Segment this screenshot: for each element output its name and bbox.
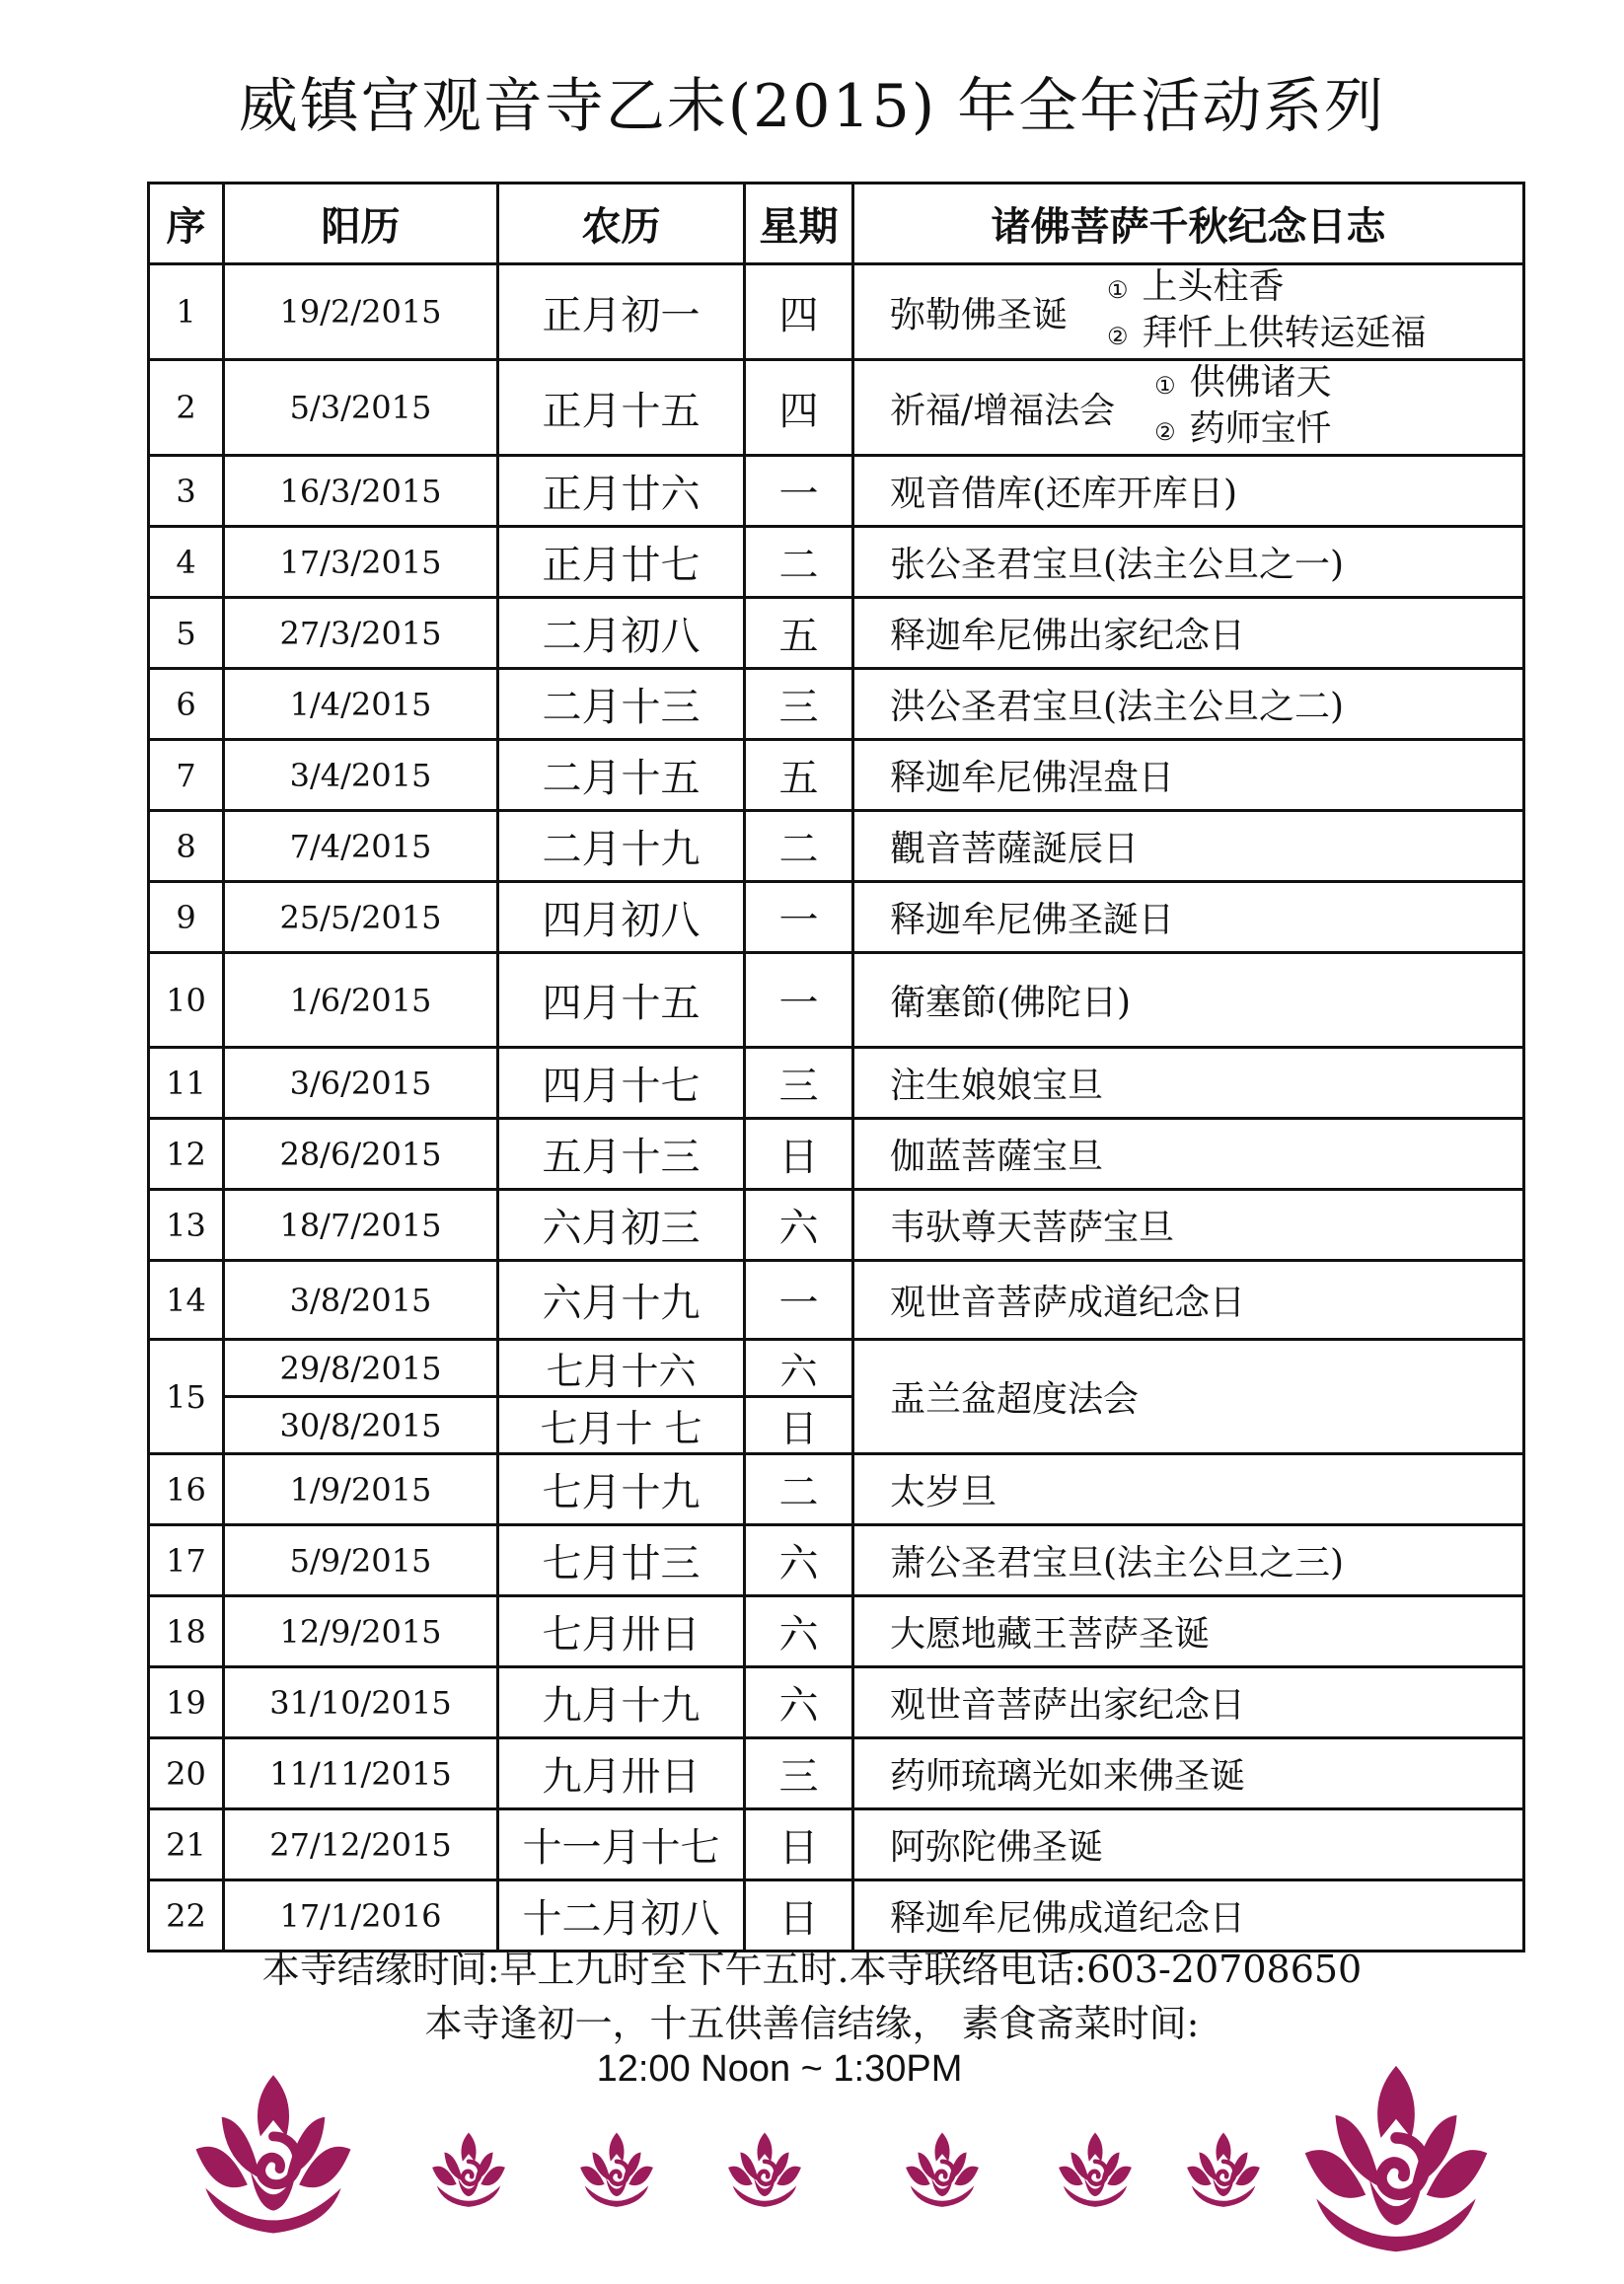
row-lunar-date: 正月初一	[498, 264, 745, 360]
row-idx: 2	[149, 360, 224, 456]
footer-hours-contact: 本寺结缘时间:早上九时至下午五时.本寺联络电话:603-20708650	[261, 1948, 1363, 1991]
note-text: 供佛诸天	[1189, 362, 1332, 403]
footer-meal-time: 12:00 Noon ~ 1:30PM	[596, 2048, 963, 2090]
table-row	[149, 1667, 1524, 1738]
row-event: 张公圣君宝旦(法主公旦之一)	[853, 527, 1524, 598]
row-lunar-date: 十二月初八	[498, 1880, 745, 1952]
table-row	[149, 527, 1524, 598]
row-event: 释迦牟尼佛圣誕日	[853, 882, 1524, 953]
row-idx: 16	[149, 1454, 224, 1525]
row-idx: 21	[149, 1809, 224, 1880]
row-event	[853, 360, 1524, 456]
row-solar-date: 3/6/2015	[224, 1048, 498, 1119]
row-event: 伽蓝菩薩宝旦	[853, 1119, 1524, 1190]
note-text: 上头柱香	[1142, 266, 1285, 307]
row-event: 洪公圣君宝旦(法主公旦之二)	[853, 669, 1524, 740]
row-weekday: 日	[745, 1809, 853, 1880]
row-idx: 4	[149, 527, 224, 598]
row-event: 释迦牟尼佛成道纪念日	[853, 1880, 1524, 1952]
row-idx: 12	[149, 1119, 224, 1190]
event-notes	[1154, 361, 1332, 454]
row-idx: 3	[149, 456, 224, 527]
table-row	[149, 882, 1524, 953]
table-row	[149, 1190, 1524, 1261]
row-lunar-date: 正月十五	[498, 360, 745, 456]
row-idx: 6	[149, 669, 224, 740]
lotus-icon	[1174, 2131, 1273, 2210]
header-lunar: 农历	[498, 184, 745, 264]
row-solar-date: 27/12/2015	[224, 1809, 498, 1880]
row-lunar-date: 七月十六	[498, 1340, 745, 1397]
table-row	[149, 1738, 1524, 1809]
row-idx: 5	[149, 598, 224, 669]
row-solar-date: 17/1/2016	[224, 1880, 498, 1952]
note-marker: ②	[1107, 323, 1129, 350]
row-solar-date: 25/5/2015	[224, 882, 498, 953]
row-weekday: 一	[745, 456, 853, 527]
table-row	[149, 1340, 1524, 1397]
row-event: 阿弥陀佛圣诞	[853, 1809, 1524, 1880]
row-idx: 14	[149, 1261, 224, 1340]
row-weekday: 六	[745, 1190, 853, 1261]
table-header-row	[149, 184, 1524, 264]
event-name: 弥勒佛圣诞	[890, 294, 1069, 335]
row-weekday: 三	[745, 1738, 853, 1809]
row-idx: 8	[149, 811, 224, 882]
row-idx: 19	[149, 1667, 224, 1738]
table-row	[149, 1596, 1524, 1667]
row-solar-date: 12/9/2015	[224, 1596, 498, 1667]
row-solar-date: 27/3/2015	[224, 598, 498, 669]
row-lunar-date: 六月初三	[498, 1190, 745, 1261]
row-event: 释迦牟尼佛出家纪念日	[853, 598, 1524, 669]
table-row	[149, 360, 1524, 456]
table-row	[149, 456, 1524, 527]
row-weekday: 四	[745, 360, 853, 456]
row-idx: 11	[149, 1048, 224, 1119]
row-event: 盂兰盆超度法会	[853, 1340, 1524, 1454]
row-lunar-date: 七月十九	[498, 1454, 745, 1525]
table-row	[149, 953, 1524, 1048]
row-event: 萧公圣君宝旦(法主公旦之三)	[853, 1525, 1524, 1596]
note-marker: ①	[1154, 372, 1176, 400]
row-event: 韦驮尊天菩萨宝旦	[853, 1190, 1524, 1261]
row-event	[853, 264, 1524, 360]
lotus-icon	[893, 2131, 992, 2210]
row-solar-date: 28/6/2015	[224, 1119, 498, 1190]
row-lunar-date: 七月廿三	[498, 1525, 745, 1596]
row-weekday: 五	[745, 740, 853, 811]
row-idx: 20	[149, 1738, 224, 1809]
row-lunar-date: 四月十七	[498, 1048, 745, 1119]
row-weekday: 一	[745, 953, 853, 1048]
row-solar-date: 7/4/2015	[224, 811, 498, 882]
row-weekday: 三	[745, 1048, 853, 1119]
row-lunar-date: 九月卅日	[498, 1738, 745, 1809]
lotus-icon	[419, 2131, 518, 2210]
row-weekday: 六	[745, 1525, 853, 1596]
note-marker: ①	[1107, 276, 1129, 304]
table-row	[149, 1454, 1524, 1525]
row-lunar-date: 十一月十七	[498, 1809, 745, 1880]
row-event: 观音借库(还库开库日)	[853, 456, 1524, 527]
row-solar-date: 3/4/2015	[224, 740, 498, 811]
header-event: 诸佛菩萨千秋纪念日志	[853, 184, 1524, 264]
row-event: 观世音菩萨出家纪念日	[853, 1667, 1524, 1738]
row-idx: 9	[149, 882, 224, 953]
row-weekday: 二	[745, 527, 853, 598]
event-notes	[1107, 265, 1427, 358]
row-event: 观世音菩萨成道纪念日	[853, 1261, 1524, 1340]
row-solar-date: 5/3/2015	[224, 360, 498, 456]
page-title: 威镇宫观音寺乙未(2015) 年全年活动系列	[238, 72, 1386, 141]
row-solar-date: 1/6/2015	[224, 953, 498, 1048]
note-text: 药师宝忏	[1189, 408, 1332, 449]
row-solar-date: 3/8/2015	[224, 1261, 498, 1340]
row-weekday: 六	[745, 1667, 853, 1738]
footer-offering-note: 本寺逢初一，十五供善信结缘， 素食斋菜时间:	[424, 2002, 1200, 2045]
row-solar-date: 1/9/2015	[224, 1454, 498, 1525]
row-solar-date: 18/7/2015	[224, 1190, 498, 1261]
row-event: 太岁旦	[853, 1454, 1524, 1525]
note-marker: ②	[1154, 418, 1176, 446]
row-weekday: 六	[745, 1596, 853, 1667]
row-solar-date: 31/10/2015	[224, 1667, 498, 1738]
row-weekday: 一	[745, 1261, 853, 1340]
row-weekday: 四	[745, 264, 853, 360]
table-row	[149, 1809, 1524, 1880]
lotus-icon	[1046, 2131, 1144, 2210]
table-row	[149, 598, 1524, 669]
row-lunar-date: 二月十五	[498, 740, 745, 811]
row-solar-date: 19/2/2015	[224, 264, 498, 360]
row-weekday: 二	[745, 1454, 853, 1525]
row-solar-date: 17/3/2015	[224, 527, 498, 598]
row-idx: 22	[149, 1880, 224, 1952]
row-weekday: 三	[745, 669, 853, 740]
row-event: 觀音菩薩誕辰日	[853, 811, 1524, 882]
table-row	[149, 1119, 1524, 1190]
lotus-icon	[567, 2131, 666, 2210]
header-idx: 序	[149, 184, 224, 264]
row-lunar-date: 九月十九	[498, 1667, 745, 1738]
table-row	[149, 264, 1524, 360]
row-solar-date: 16/3/2015	[224, 456, 498, 527]
row-lunar-date: 二月初八	[498, 598, 745, 669]
lotus-icon	[1273, 2062, 1519, 2259]
row-weekday: 二	[745, 811, 853, 882]
event-name: 祈福/增福法会	[890, 390, 1116, 431]
row-lunar-date: 正月廿七	[498, 527, 745, 598]
row-lunar-date: 七月十 七	[498, 1397, 745, 1454]
row-lunar-date: 二月十九	[498, 811, 745, 882]
table-row	[149, 740, 1524, 811]
row-idx: 15	[149, 1340, 224, 1454]
row-lunar-date: 五月十三	[498, 1119, 745, 1190]
row-lunar-date: 正月廿六	[498, 456, 745, 527]
row-idx: 17	[149, 1525, 224, 1596]
table-row	[149, 1525, 1524, 1596]
row-weekday: 五	[745, 598, 853, 669]
row-solar-date: 1/4/2015	[224, 669, 498, 740]
row-lunar-date: 六月十九	[498, 1261, 745, 1340]
lotus-icon	[170, 2072, 377, 2240]
lotus-icon	[715, 2131, 814, 2210]
row-solar-date: 29/8/2015	[224, 1340, 498, 1397]
row-lunar-date: 四月十五	[498, 953, 745, 1048]
row-lunar-date: 二月十三	[498, 669, 745, 740]
row-weekday: 一	[745, 882, 853, 953]
row-event: 药师琉璃光如来佛圣诞	[853, 1738, 1524, 1809]
row-lunar-date: 七月卅日	[498, 1596, 745, 1667]
row-idx: 1	[149, 264, 224, 360]
table-row	[149, 1261, 1524, 1340]
table-row	[149, 1048, 1524, 1119]
row-idx: 7	[149, 740, 224, 811]
row-solar-date: 30/8/2015	[224, 1397, 498, 1454]
row-weekday: 日	[745, 1880, 853, 1952]
row-weekday: 日	[745, 1397, 853, 1454]
note-text: 拜忏上供转运延福	[1142, 313, 1427, 353]
row-idx: 10	[149, 953, 224, 1048]
row-idx: 18	[149, 1596, 224, 1667]
row-event: 大愿地藏王菩萨圣诞	[853, 1596, 1524, 1667]
header-weekday: 星期	[745, 184, 853, 264]
table-row	[149, 811, 1524, 882]
header-solar: 阳历	[224, 184, 498, 264]
schedule-table	[147, 182, 1525, 1952]
row-event: 注生娘娘宝旦	[853, 1048, 1524, 1119]
row-weekday: 日	[745, 1119, 853, 1190]
row-event: 释迦牟尼佛涅盘日	[853, 740, 1524, 811]
row-idx: 13	[149, 1190, 224, 1261]
row-weekday: 六	[745, 1340, 853, 1397]
row-solar-date: 5/9/2015	[224, 1525, 498, 1596]
row-event: 衛塞節(佛陀日)	[853, 953, 1524, 1048]
table-row	[149, 669, 1524, 740]
row-solar-date: 11/11/2015	[224, 1738, 498, 1809]
row-lunar-date: 四月初八	[498, 882, 745, 953]
